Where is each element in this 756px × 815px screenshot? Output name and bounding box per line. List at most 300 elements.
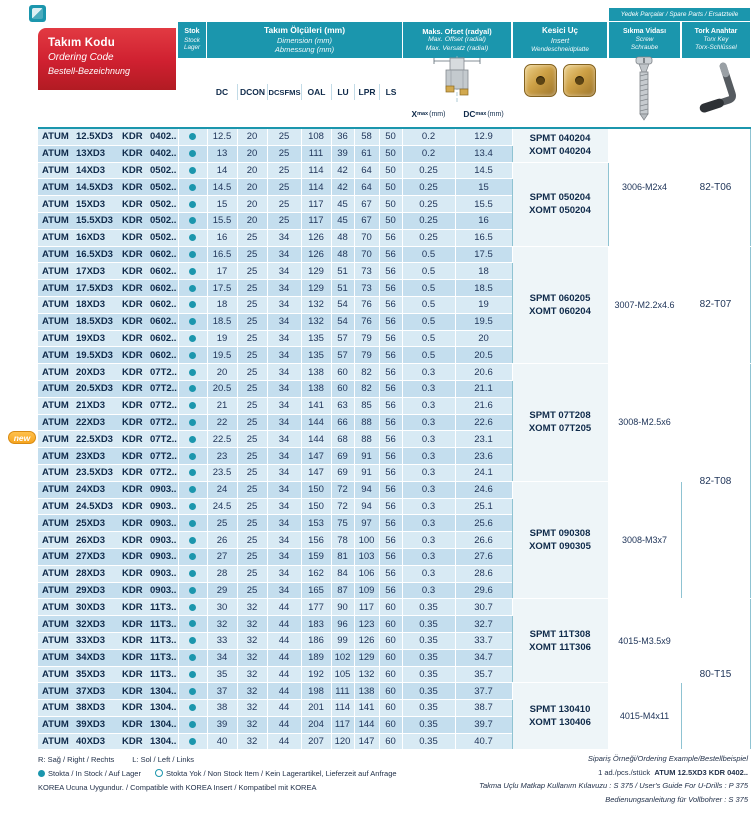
tool-code-part: ATUM	[42, 416, 69, 428]
xmax-cell: 0.25	[402, 162, 455, 179]
dim-cell-dcsfms: 34	[267, 364, 301, 381]
tool-code-cell	[38, 347, 178, 364]
stock-cell	[178, 700, 207, 717]
ordering-code-title-de: Bestell-Bezeichnung	[48, 66, 131, 76]
dim-cell-lu: 72	[331, 481, 354, 498]
tool-code-part: 07T2..	[150, 383, 177, 395]
dim-cell-dcon: 25	[237, 464, 267, 481]
dim-cell-lu: 81	[331, 548, 354, 565]
dim-cell-lu: 57	[331, 347, 354, 364]
tool-code-part: KDR	[122, 215, 143, 227]
tool-code-part: KDR	[122, 534, 143, 546]
tool-code-part: 37XD3	[76, 685, 106, 697]
tool-code-part: ATUM	[42, 383, 69, 395]
stock-cell	[178, 599, 207, 616]
ordering-code-title-en: Ordering Code	[48, 52, 114, 63]
dcmax-cell: 15	[455, 179, 512, 196]
spmt-insert-photo-icon	[524, 64, 557, 97]
dim-cell-lpr: 141	[354, 700, 379, 717]
catalog-table	[38, 127, 751, 750]
dim-cell-lpr: 88	[354, 414, 379, 431]
dim-cell-lu: 39	[331, 145, 354, 162]
tool-code-cell	[38, 296, 178, 313]
screw-cell: 3006-M2x4	[608, 128, 681, 246]
torx-label-en: Torx Key	[703, 36, 729, 44]
dim-cell-lpr: 91	[354, 448, 379, 465]
dim-cell-oal: 132	[301, 313, 331, 330]
tool-code-part: 0903..	[150, 500, 177, 512]
tool-code-part: 0502..	[150, 215, 177, 227]
xmax-cell: 0.3	[402, 431, 455, 448]
tool-code-part: 39XD3	[76, 719, 106, 731]
brand-corner-icon	[29, 5, 46, 22]
tool-code-part: ATUM	[42, 450, 69, 462]
dim-cell-oal: 126	[301, 246, 331, 263]
xmax-cell: 0.3	[402, 380, 455, 397]
insert-cell	[512, 599, 608, 683]
dim-cell-ls: 60	[379, 632, 402, 649]
torx-column-header	[682, 22, 750, 58]
in-stock-dot-icon	[189, 704, 196, 711]
dim-cell-lpr: 106	[354, 565, 379, 582]
dim-cell-dcon: 25	[237, 229, 267, 246]
dcmax-cell: 25.1	[455, 498, 512, 515]
dim-cell-dc: 23.5	[207, 464, 237, 481]
tool-code-cell	[38, 212, 178, 229]
tool-code-cell	[38, 565, 178, 582]
in-stock-dot-icon	[189, 436, 196, 443]
tool-code-cell	[38, 716, 178, 733]
tool-code-part: 11T3..	[150, 652, 177, 664]
dim-cell-oal: 117	[301, 212, 331, 229]
dim-cell-ls: 56	[379, 280, 402, 297]
tool-code-cell	[38, 700, 178, 717]
dim-cell-lu: 69	[331, 448, 354, 465]
dcmax-cell: 19	[455, 296, 512, 313]
dim-cell-dc: 15	[207, 196, 237, 213]
tool-code-part: KDR	[122, 668, 143, 680]
insert-code: XOMT 11T306	[529, 641, 591, 653]
in-stock-dot-icon	[189, 486, 196, 493]
dim-cell-ls: 56	[379, 364, 402, 381]
dim-cell-lu: 48	[331, 246, 354, 263]
dcmax-cell: 15.5	[455, 196, 512, 213]
tool-code-part: ATUM	[42, 131, 69, 143]
dim-cell-dcon: 32	[237, 649, 267, 666]
hand-note	[38, 753, 478, 767]
in-stock-dot-icon	[189, 150, 196, 157]
tool-code-part: 11T3..	[150, 668, 177, 680]
dim-cell-oal: 144	[301, 414, 331, 431]
screw-label-de: Schraube	[630, 44, 659, 52]
tool-code-part: 07T2..	[150, 450, 177, 462]
xmax-cell: 0.3	[402, 397, 455, 414]
tool-code-part: ATUM	[42, 198, 69, 210]
tool-code-part: 0602..	[150, 265, 177, 277]
dim-cell-ls: 56	[379, 515, 402, 532]
torx-cell: 82-T07	[681, 246, 750, 364]
dim-cell-dcsfms: 34	[267, 246, 301, 263]
dim-cell-dcsfms: 44	[267, 616, 301, 633]
dim-cell-dcon: 20	[237, 128, 267, 145]
tool-code-part: 18XD3	[76, 299, 106, 311]
dim-cell-dcsfms: 34	[267, 498, 301, 515]
tool-code-part: KDR	[122, 164, 143, 176]
dim-cell-lpr: 58	[354, 128, 379, 145]
dim-cell-lu: 75	[331, 515, 354, 532]
tool-code-part: ATUM	[42, 332, 69, 344]
tool-code-part: ATUM	[42, 685, 69, 697]
dim-cell-ls: 56	[379, 464, 402, 481]
tool-code-part: 19XD3	[76, 332, 106, 344]
stock-cell	[178, 498, 207, 515]
dim-cell-ls: 56	[379, 548, 402, 565]
stock-cell	[178, 666, 207, 683]
tool-code-cell	[38, 145, 178, 162]
dim-cell-dcon: 25	[237, 246, 267, 263]
in-stock-dot-icon	[189, 570, 196, 577]
dim-cell-ls: 60	[379, 700, 402, 717]
dim-cell-dc: 25	[207, 515, 237, 532]
xmax-cell: 0.25	[402, 196, 455, 213]
dim-cell-dcon: 25	[237, 548, 267, 565]
dim-cell-lu: 63	[331, 397, 354, 414]
stock-cell	[178, 179, 207, 196]
tool-code-part: ATUM	[42, 635, 69, 647]
dim-cell-lpr: 67	[354, 196, 379, 213]
user-guide-note: Takma Uçlu Matkap Kullanım Kılavuzu : S 375 / User's Guide For U-Drills : P 375	[479, 781, 748, 790]
stock-cell	[178, 448, 207, 465]
tool-code-part: 0502..	[150, 232, 177, 244]
tool-code-part: 0903..	[150, 584, 177, 596]
dcmax-cell: 12.9	[455, 128, 512, 145]
dcmax-cell: 24.1	[455, 464, 512, 481]
xmax-cell: 0.3	[402, 498, 455, 515]
tool-code-part: KDR	[122, 416, 143, 428]
dim-cell-dcon: 32	[237, 700, 267, 717]
dim-cell-oal: 147	[301, 464, 331, 481]
dim-cell-oal: 189	[301, 649, 331, 666]
dim-cell-dc: 20	[207, 364, 237, 381]
dim-cell-lpr: 64	[354, 179, 379, 196]
dim-cell-lu: 90	[331, 599, 354, 616]
tool-code-part: KDR	[122, 282, 143, 294]
insert-code: XOMT 090305	[529, 541, 591, 553]
tool-code-part: KDR	[122, 635, 143, 647]
stock-cell	[178, 380, 207, 397]
dim-cell-oal: 192	[301, 666, 331, 683]
dim-cell-dcon: 32	[237, 733, 267, 750]
dim-cell-ls: 50	[379, 128, 402, 145]
dim-cell-dcon: 25	[237, 414, 267, 431]
dim-cell-lpr: 103	[354, 548, 379, 565]
tool-code-part: KDR	[122, 601, 143, 613]
dim-cell-dc: 26	[207, 532, 237, 549]
tool-code-part: 40XD3	[76, 736, 106, 748]
dim-cell-lpr: 123	[354, 616, 379, 633]
catalog-table-body	[38, 128, 750, 750]
tool-code-part: 20.5XD3	[76, 383, 113, 395]
spare-parts-header: Yedek Parçalar / Spare Parts / Ersatzteile	[609, 8, 750, 21]
tool-code-part: 0903..	[150, 551, 177, 563]
dcmax-cell: 21.6	[455, 397, 512, 414]
dim-cell-oal: 138	[301, 380, 331, 397]
tool-code-part: ATUM	[42, 702, 69, 714]
insert-code: SPMT 07T208	[529, 410, 591, 422]
tool-code-part: 0602..	[150, 349, 177, 361]
dim-cell-dcsfms: 44	[267, 700, 301, 717]
tool-code-part: ATUM	[42, 299, 69, 311]
xmax-cell: 0.5	[402, 347, 455, 364]
tool-code-part: KDR	[122, 400, 143, 412]
dim-cell-oal: 111	[301, 145, 331, 162]
user-guide-note-de: Bedienungsanleitung für Vollbohrer : S 375	[605, 794, 748, 804]
non-stock-legend-icon	[155, 769, 163, 777]
dim-cell-lu: 36	[331, 128, 354, 145]
stock-cell	[178, 280, 207, 297]
stock-cell	[178, 128, 207, 145]
in-stock-dot-icon	[189, 385, 196, 392]
dim-cell-lpr: 76	[354, 296, 379, 313]
stock-cell	[178, 246, 207, 263]
insert-code: SPMT 090308	[529, 528, 591, 540]
dim-cell-lpr: 61	[354, 145, 379, 162]
dim-cell-dc: 37	[207, 683, 237, 700]
torx-label-de: Torx-Schlüssel	[695, 44, 737, 52]
dimensions-label-en: Dimension (mm)	[276, 35, 332, 45]
dim-cell-ls: 56	[379, 448, 402, 465]
ordering-example	[418, 752, 748, 806]
tool-code-part: 23XD3	[76, 450, 106, 462]
tool-code-cell	[38, 548, 178, 565]
dim-cell-oal: 186	[301, 632, 331, 649]
in-stock-legend-text: Stokta / In Stock / Auf Lager	[48, 769, 141, 778]
tool-code-part: KDR	[122, 248, 143, 260]
xmax-cell: 0.35	[402, 599, 455, 616]
col-label-lu: LU	[331, 84, 354, 100]
tool-code-part: 14.5XD3	[76, 181, 113, 193]
tool-code-part: ATUM	[42, 366, 69, 378]
dim-cell-dcon: 32	[237, 632, 267, 649]
dim-cell-dcsfms: 25	[267, 212, 301, 229]
tool-code-part: 1304..	[150, 736, 177, 748]
tool-code-cell	[38, 733, 178, 750]
dim-cell-dcsfms: 34	[267, 313, 301, 330]
dcmax-cell: 18	[455, 263, 512, 280]
dcmax-cell: 20.6	[455, 364, 512, 381]
tool-code-cell	[38, 481, 178, 498]
dim-cell-lpr: 73	[354, 263, 379, 280]
dim-cell-ls: 56	[379, 380, 402, 397]
screw-cell: 3008-M2.5x6	[608, 364, 681, 482]
tool-code-part: 22XD3	[76, 416, 106, 428]
torx-label-tr: Tork Anahtar	[694, 27, 738, 35]
dim-cell-ls: 56	[379, 296, 402, 313]
dim-cell-ls: 60	[379, 666, 402, 683]
dim-cell-lu: 99	[331, 632, 354, 649]
dim-cell-dcsfms: 34	[267, 464, 301, 481]
stock-cell	[178, 532, 207, 549]
dim-cell-dcsfms: 25	[267, 128, 301, 145]
dim-cell-dc: 40	[207, 733, 237, 750]
tool-code-cell	[38, 599, 178, 616]
dcmax-cell: 30.7	[455, 599, 512, 616]
dim-cell-dc: 24	[207, 481, 237, 498]
tool-code-part: KDR	[122, 568, 143, 580]
dimensions-label-tr: Takım Ölçüleri (mm)	[263, 25, 346, 36]
dim-cell-dcsfms: 34	[267, 397, 301, 414]
dim-cell-oal: 150	[301, 481, 331, 498]
dim-cell-dcsfms: 44	[267, 716, 301, 733]
dim-cell-ls: 56	[379, 347, 402, 364]
dcmax-cell: 35.7	[455, 666, 512, 683]
dim-cell-dc: 24.5	[207, 498, 237, 515]
dim-cell-dcon: 25	[237, 582, 267, 599]
xmax-cell: 0.35	[402, 649, 455, 666]
new-badge: new	[8, 431, 36, 444]
tool-code-part: 11T3..	[150, 601, 177, 613]
stock-cell	[178, 515, 207, 532]
dim-cell-oal: 114	[301, 162, 331, 179]
dim-cell-lu: 68	[331, 431, 354, 448]
stock-cell	[178, 414, 207, 431]
tool-code-part: 0903..	[150, 568, 177, 580]
dim-cell-dc: 29	[207, 582, 237, 599]
drill-offset-diagram-icon	[404, 55, 510, 103]
tool-code-part: 0602..	[150, 282, 177, 294]
dim-cell-dcsfms: 25	[267, 145, 301, 162]
tool-code-part: 0402..	[150, 131, 177, 143]
col-label-oal: OAL	[301, 84, 331, 100]
offset-label-en: Max. Offset (radial)	[428, 36, 486, 44]
tool-code-part: KDR	[122, 265, 143, 277]
tool-code-part: 22.5XD3	[76, 433, 113, 445]
torx-cell: 82-T06	[681, 128, 750, 246]
xmax-cell: 0.35	[402, 700, 455, 717]
tool-code-cell	[38, 616, 178, 633]
dim-cell-ls: 56	[379, 582, 402, 599]
dim-cell-dcsfms: 44	[267, 599, 301, 616]
dim-cell-dcon: 32	[237, 666, 267, 683]
tool-code-part: 0903..	[150, 484, 177, 496]
dim-cell-lu: 102	[331, 649, 354, 666]
dim-cell-oal: 156	[301, 532, 331, 549]
col-label-dcsfms: DCSFMS	[267, 84, 301, 100]
dim-cell-oal: 135	[301, 347, 331, 364]
dim-cell-lu: 54	[331, 296, 354, 313]
tool-code-part: KDR	[122, 332, 143, 344]
dim-cell-dcsfms: 34	[267, 515, 301, 532]
in-stock-dot-icon	[189, 318, 196, 325]
tool-code-part: 24.5XD3	[76, 500, 113, 512]
dim-cell-dcsfms: 34	[267, 565, 301, 582]
tool-code-cell	[38, 448, 178, 465]
xmax-cell: 0.3	[402, 414, 455, 431]
dcmax-cell: 18.5	[455, 280, 512, 297]
xmax-cell: 0.25	[402, 179, 455, 196]
dim-cell-dcon: 20	[237, 162, 267, 179]
tool-code-part: ATUM	[42, 181, 69, 193]
dim-cell-ls: 60	[379, 733, 402, 750]
insert-code: XOMT 060204	[529, 305, 591, 317]
screw-cell: 4015-M3.5x9	[608, 599, 681, 683]
tool-code-cell	[38, 330, 178, 347]
tool-code-part: KDR	[122, 618, 143, 630]
screw-cell: 4015-M4x11	[608, 683, 681, 750]
stock-cell	[178, 733, 207, 750]
dim-cell-ls: 56	[379, 414, 402, 431]
tool-code-part: KDR	[122, 736, 143, 748]
dim-cell-ls: 56	[379, 313, 402, 330]
dim-cell-lpr: 94	[354, 481, 379, 498]
in-stock-dot-icon	[189, 553, 196, 560]
dim-cell-dcon: 20	[237, 145, 267, 162]
tool-code-part: KDR	[122, 433, 143, 445]
hand-note-right: R: Sağ / Right / Rechts	[38, 755, 115, 764]
dim-cell-oal: 129	[301, 280, 331, 297]
in-stock-dot-icon	[189, 469, 196, 476]
tool-code-part: 17.5XD3	[76, 282, 113, 294]
dcmax-cell: 17.5	[455, 246, 512, 263]
tool-code-part: 07T2..	[150, 416, 177, 428]
dim-cell-ls: 60	[379, 616, 402, 633]
stock-cell	[178, 145, 207, 162]
dcmax-col-label: DC max (mm)	[463, 109, 504, 119]
dim-cell-ls: 50	[379, 179, 402, 196]
tool-code-part: ATUM	[42, 652, 69, 664]
torx-cell: 82-T08	[681, 364, 750, 599]
table-row	[38, 599, 750, 616]
dim-cell-dc: 32	[207, 616, 237, 633]
dim-cell-lu: 51	[331, 280, 354, 297]
dim-cell-lu: 111	[331, 683, 354, 700]
tool-code-cell	[38, 649, 178, 666]
ordering-example-line	[418, 766, 748, 780]
tool-code-part: 1304..	[150, 719, 177, 731]
dim-cell-dcon: 25	[237, 397, 267, 414]
insert-code: SPMT 130410	[529, 704, 591, 716]
screw-cell: 3007-M2.2x4.6	[608, 246, 681, 364]
stock-cell	[178, 196, 207, 213]
non-stock-legend-text: Stokta Yok / Non Stock Item / Kein Lagerartikel, Lieferzeit auf Anfrage	[165, 769, 397, 778]
insert-column-header	[513, 22, 607, 58]
tool-code-part: 24XD3	[76, 484, 106, 496]
stock-cell	[178, 229, 207, 246]
insert-code: SPMT 11T308	[529, 628, 591, 640]
dim-cell-dc: 19.5	[207, 347, 237, 364]
dim-cell-ls: 50	[379, 145, 402, 162]
dim-cell-lpr: 67	[354, 212, 379, 229]
tool-code-part: 0602..	[150, 299, 177, 311]
dim-cell-ls: 56	[379, 263, 402, 280]
dim-cell-dc: 16.5	[207, 246, 237, 263]
tool-code-part: KDR	[122, 652, 143, 664]
tool-code-cell	[38, 162, 178, 179]
dim-cell-oal: 108	[301, 128, 331, 145]
in-stock-dot-icon	[189, 520, 196, 527]
tool-code-part: ATUM	[42, 232, 69, 244]
dim-cell-oal: 147	[301, 448, 331, 465]
xmax-cell: 0.3	[402, 481, 455, 498]
dim-cell-oal: 207	[301, 733, 331, 750]
dim-cell-lu: 72	[331, 498, 354, 515]
tool-code-part: 26XD3	[76, 534, 106, 546]
dim-cell-dc: 33	[207, 632, 237, 649]
tool-code-part: ATUM	[42, 500, 69, 512]
dim-cell-dcsfms: 44	[267, 632, 301, 649]
tool-code-part: 34XD3	[76, 652, 106, 664]
dim-cell-dcsfms: 34	[267, 280, 301, 297]
